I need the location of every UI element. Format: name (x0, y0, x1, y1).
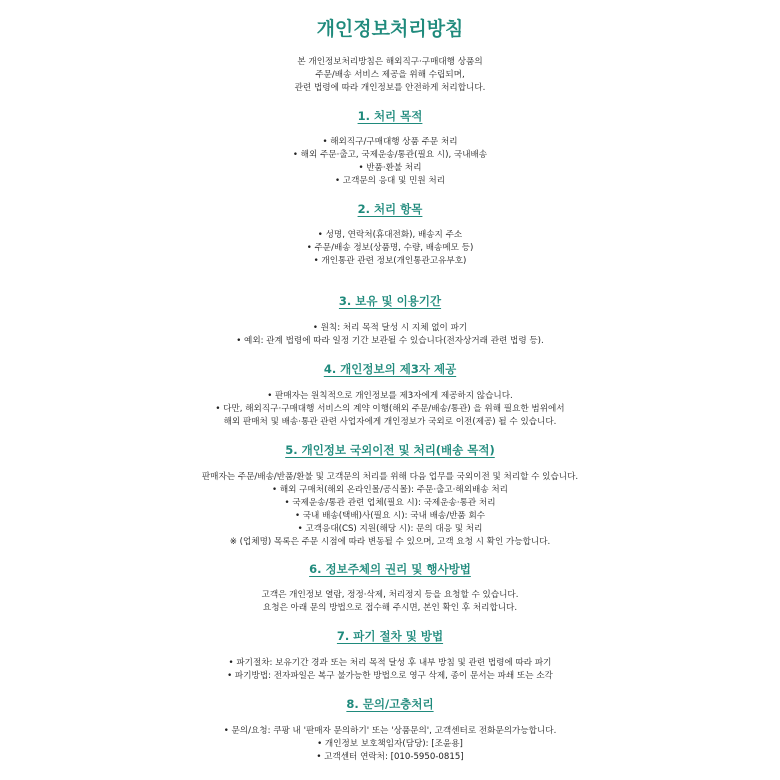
section-heading-items: 2. 처리 항목 (357, 202, 423, 216)
section-body-third-party (0, 390, 780, 429)
list-item: ※ (업체명) 목록은 주문 시점에 따라 변동될 수 있으며, 고객 요청 시 확인 가능합니다. (229, 537, 551, 547)
intro-line: 관련 법령에 따라 개인정보를 안전하게 처리합니다. (294, 83, 486, 93)
list-item: • 원칙: 처리 목적 달성 시 지체 없이 파기 (312, 323, 468, 333)
section-heading-third-party: 4. 개인정보의 제3자 제공 (323, 362, 457, 376)
list-item: 판매자는 주문/배송/반품/환불 및 고객문의 처리를 위해 다음 업무를 국외이전 및 처리할 수 있습니다. (201, 472, 579, 482)
list-item: • 고객문의 응대 및 민원 처리 (334, 176, 446, 186)
intro-line: 주문/배송 서비스 제공을 위해 수립되며, (315, 70, 465, 80)
page-title: 개인정보처리방침 (316, 18, 464, 40)
intro-line: 본 개인정보처리방침은 해외직구·구매대행 상품의 (297, 57, 483, 67)
list-item: • 해외직구/구매대행 상품 주문 처리 (322, 137, 458, 147)
list-item: • 판매자는 원칙적으로 개인정보를 제3자에게 제공하지 않습니다. (267, 391, 513, 401)
list-item: 고객은 개인정보 열람, 정정·삭제, 처리정지 등을 요청할 수 있습니다. (261, 590, 519, 600)
section-body-purpose (0, 136, 780, 188)
section-body-rights (0, 589, 780, 615)
list-item: • 파기방법: 전자파일은 복구 불가능한 방법으로 영구 삭제, 종이 문서는 파쇄 또는 소각 (227, 671, 553, 681)
list-item: • 국제운송/통관 관련 업체(필요 시): 국제운송·통관 처리 (284, 498, 496, 508)
list-item: • 다만, 해외직구·구매대행 서비스의 계약 이행(해외 주문/배송/통관) 을 위해 필요한 범위에서 (215, 404, 565, 414)
list-item: • 해외 구매처(해외 온라인몰/공식몰): 주문·출고·해외배송 처리 (272, 485, 508, 495)
list-item: • 고객센터 연락처: [010-5950-0815] (316, 752, 464, 762)
intro-text (0, 56, 780, 95)
list-item: • 반품·환불 처리 (358, 163, 422, 173)
list-item: • 국내 배송(택배)사(필요 시): 국내 배송/반품 회수 (294, 511, 486, 521)
list-item: • 주문/배송 정보(상품명, 수량, 배송메모 등) (306, 243, 474, 253)
list-item: • 개인통관 관련 정보(개인통관고유부호) (313, 256, 467, 266)
list-item: • 예외: 관계 법령에 따라 일정 기간 보관될 수 있습니다(전자상거래 관련 법령 등). (236, 336, 544, 346)
list-item: • 성명, 연락처(휴대전화), 배송지 주소 (317, 230, 463, 240)
list-item: • 파기절차: 보유기간 경과 또는 처리 목적 달성 후 내부 방침 및 관련 법령에 따라 파기 (228, 658, 552, 668)
list-item: • 해외 주문·출고, 국제운송/통관(필요 시), 국내배송 (292, 150, 488, 160)
section-heading-purpose: 1. 처리 목적 (357, 109, 423, 123)
section-body-retention (0, 322, 780, 348)
list-item: 해외 판매처 및 배송·통관 관련 사업자에게 개인정보가 국외로 이전(제공) 될 수 있습니다. (223, 417, 557, 427)
list-item: • 문의/요청: 쿠팡 내 '판매자 문의하기' 또는 '상품문의', 고객센터로 전화문의가능합니다. (223, 726, 557, 736)
section-body-contact (0, 725, 780, 764)
section-body-destruction (0, 657, 780, 683)
section-heading-destruction: 7. 파기 절차 및 방법 (336, 629, 444, 643)
section-body-overseas-transfer (0, 471, 780, 549)
section-heading-rights: 6. 정보주체의 권리 및 행사방법 (309, 562, 471, 576)
section-heading-contact: 8. 문의/고충처리 (346, 697, 434, 711)
list-item: • 고객응대(CS) 지원(해당 시): 문의 대응 및 처리 (297, 524, 483, 534)
section-heading-retention: 3. 보유 및 이용기간 (338, 294, 442, 308)
list-item: 요청은 아래 문의 방법으로 접수해 주시면, 본인 확인 후 처리합니다. (262, 603, 518, 613)
section-body-items (0, 229, 780, 268)
list-item: • 개인정보 보호책임자(담당): [조윤용] (317, 739, 463, 749)
section-heading-overseas-transfer: 5. 개인정보 국외이전 및 처리(배송 목적) (285, 443, 495, 457)
